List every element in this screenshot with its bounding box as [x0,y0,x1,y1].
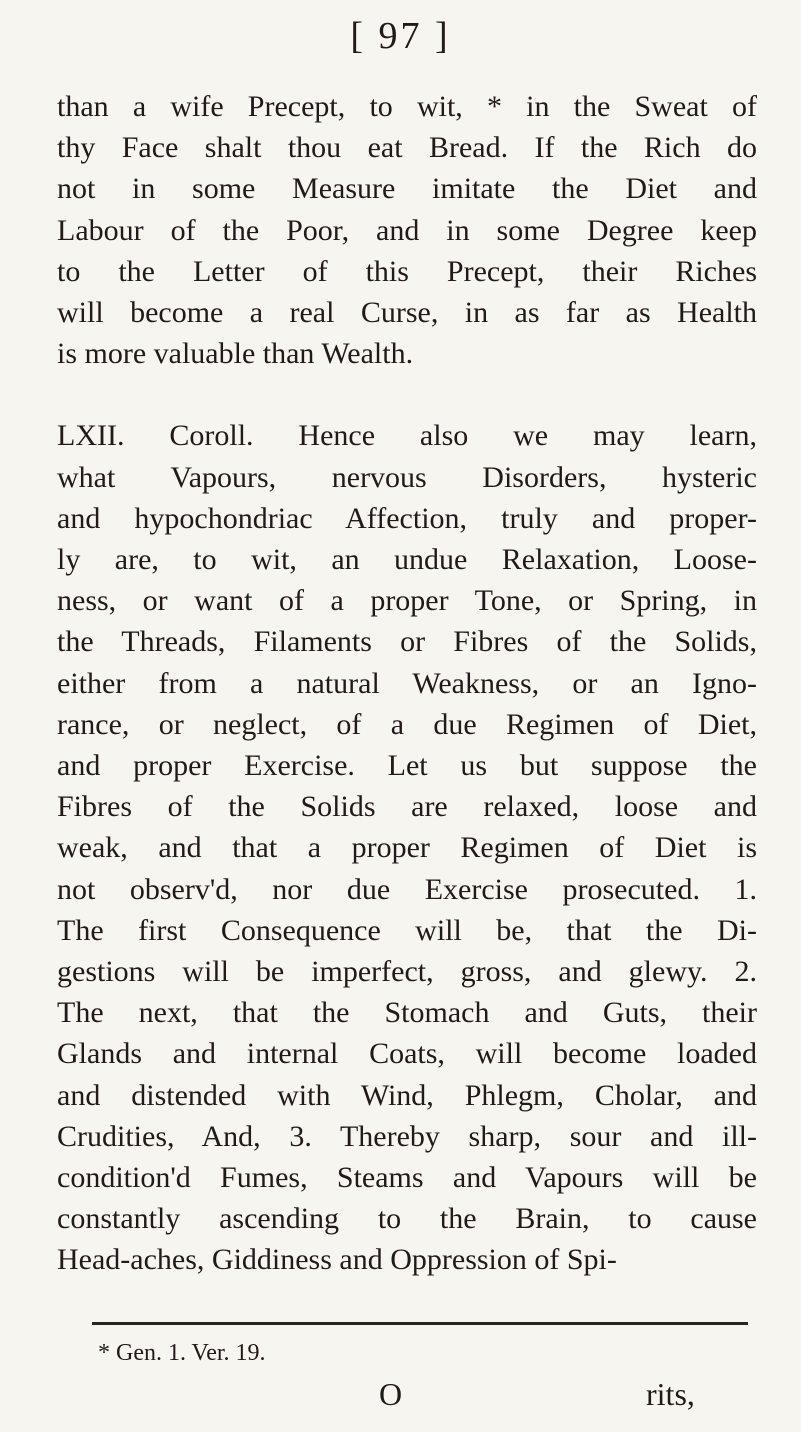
text-line: not in some Measure imitate the Diet and [57,172,757,206]
text-line: thy Face shalt thou eat Bread. If the Rich do [57,131,757,165]
paragraph-1 [57,86,757,374]
text-line: Fibres of the Solids are relaxed, loose and [57,790,757,824]
page-number: [ 97 ] [350,15,451,57]
text-line: and hypochondriac Affection, truly and proper- [57,501,757,535]
text-line: will become a real Curse, in as far as Health [57,296,757,330]
text-line: rance, or neglect, of a due Regimen of Diet, [57,707,757,741]
text-line: The first Consequence will be, that the Di- [57,913,757,947]
text-line: Head-aches, Giddiness and Oppression of Spi- [57,1243,617,1277]
text-line: condition'd Fumes, Steams and Vapours will be [57,1161,757,1195]
text-line: ly are, to wit, an undue Relaxation, Loose- [57,543,757,577]
text-line: and proper Exercise. Let us but suppose the [57,749,757,783]
text-line: than a wife Precept, to wit, * in the Sweat of [57,90,757,123]
footnote: * Gen. 1. Ver. 19. [98,1340,266,1366]
text-line: Labour of the Poor, and in some Degree keep [57,213,757,247]
text-line: either from a natural Weakness, or an Igno- [57,666,757,700]
text-line: Crudities, And, 3. Thereby sharp, sour and ill- [57,1119,757,1153]
text-line: the Threads, Filaments or Fibres of the Solids, [57,625,757,659]
paragraph-gap [57,374,757,415]
text-line: Glands and internal Coats, will become loaded [57,1037,757,1071]
text-line: LXII. Coroll. Hence also we may learn, [57,419,757,453]
text-line: ness, or want of a proper Tone, or Spring, in [57,584,757,618]
text-line: weak, and that a proper Regimen of Diet is [57,831,757,865]
text-line: to the Letter of this Precept, their Riches [57,254,757,288]
text-line: is more valuable than Wealth. [57,337,414,371]
signature-mark: O [379,1376,403,1412]
text-line: The next, that the Stomach and Guts, their [57,996,757,1030]
text-line: gestions will be imperfect, gross, and glewy. 2. [57,955,757,989]
text-line: constantly ascending to the Brain, to cause [57,1202,757,1236]
body-text [57,86,757,1281]
catchword: rits, [646,1376,695,1412]
paragraph-2 [57,415,757,1280]
text-line: not observ'd, nor due Exercise prosecuted. 1. [57,872,757,906]
text-line: what Vapours, nervous Disorders, hysteric [57,460,757,494]
footnote-rule [92,1322,748,1325]
text-line: and distended with Wind, Phlegm, Cholar, and [57,1078,757,1112]
